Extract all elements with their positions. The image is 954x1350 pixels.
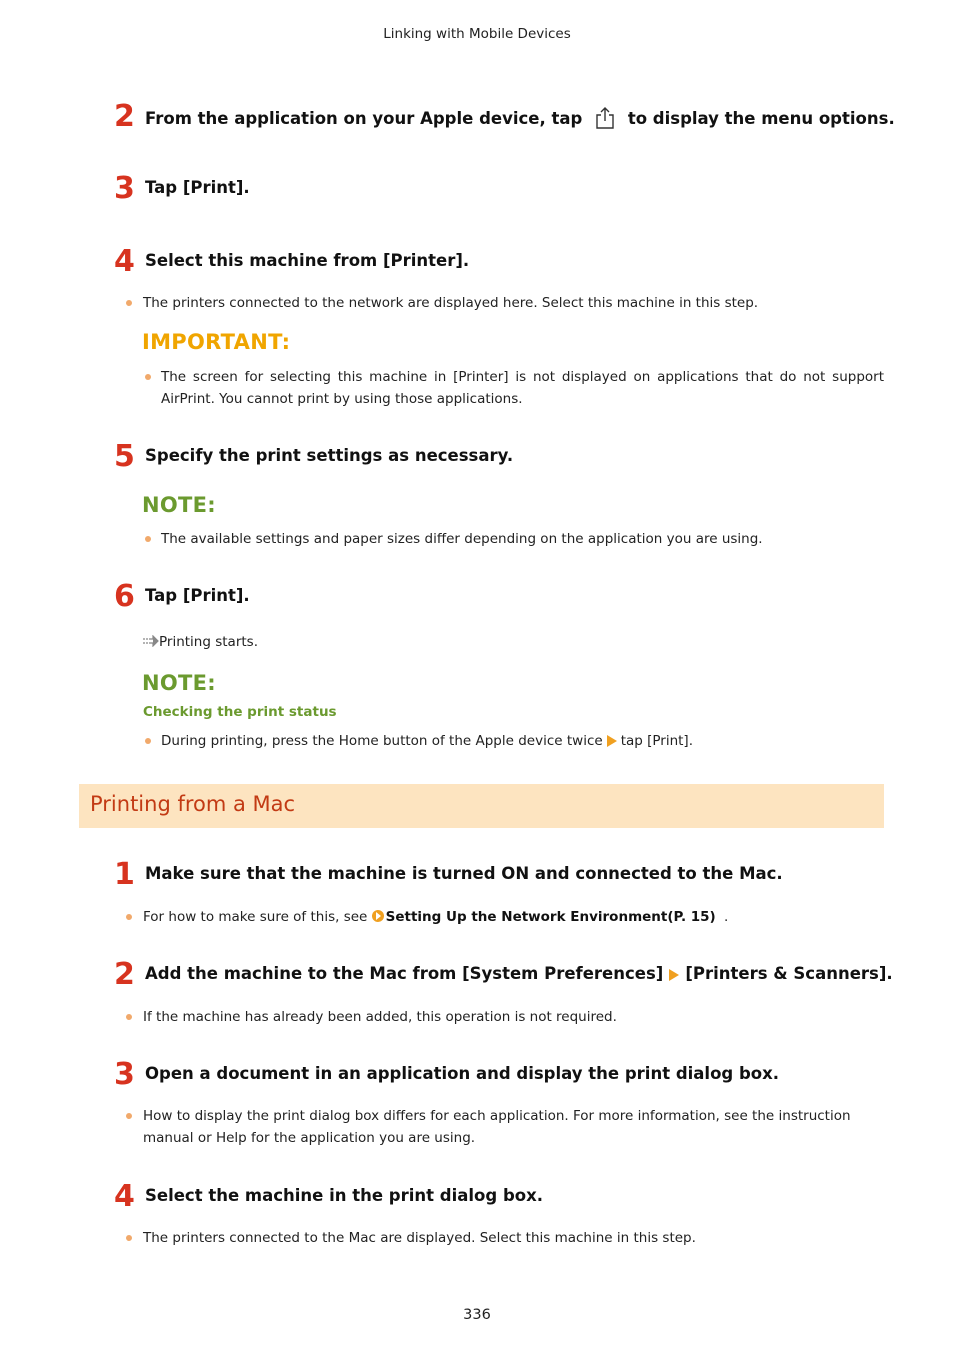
bullet-text: manual or Help for the application you are using. <box>143 1130 476 1146</box>
bullet-icon <box>145 536 151 542</box>
bullet-text-before: During printing, press the Home button of the Apple device twice <box>161 733 603 749</box>
step-number: 2 <box>114 957 134 992</box>
step-instruction: Select the machine in the print dialog box. <box>145 1186 543 1205</box>
running-header: Linking with Mobile Devices <box>383 26 571 42</box>
important-label: IMPORTANT: <box>142 330 291 354</box>
bullet-icon <box>126 1113 132 1119</box>
bullet-text-after: . <box>724 909 729 925</box>
section-heading-bar <box>79 784 884 828</box>
page-number: 336 <box>463 1307 491 1323</box>
bullet-text: The printers connected to the Mac are displayed. Select this machine in this step. <box>143 1230 696 1246</box>
result-arrow-icon <box>143 632 159 644</box>
step-instruction <box>145 963 893 985</box>
step-number: 4 <box>114 1179 134 1214</box>
bullet-icon <box>126 300 132 306</box>
bullet-icon <box>145 374 151 380</box>
step-instruction: Tap [Print]. <box>145 178 250 197</box>
step-number: 3 <box>114 1057 134 1092</box>
bullet-text-after: tap [Print]. <box>620 733 693 749</box>
step-instruction: Make sure that the machine is turned ON and connected to the Mac. <box>145 864 783 883</box>
note-subheading: Checking the print status <box>143 704 337 720</box>
step-instruction <box>145 106 895 136</box>
bullet-text: The printers connected to the network are displayed here. Select this machine in this step. <box>143 295 759 311</box>
step-text-after: [Printers & Scanners]. <box>685 964 893 983</box>
bullet-icon <box>126 914 132 920</box>
step-number: 2 <box>114 99 134 134</box>
step-instruction: Tap [Print]. <box>145 586 250 605</box>
step-text-before: Add the machine to the Mac from [System Preferences] <box>145 964 664 983</box>
step-number: 1 <box>114 857 134 892</box>
step-instruction: Specify the print settings as necessary. <box>145 446 514 465</box>
bullet-text <box>161 730 693 752</box>
note-label: NOTE: <box>142 493 216 517</box>
bullet-text: AirPrint. You cannot print by using those applications. <box>161 391 523 407</box>
result-line <box>143 631 258 653</box>
link-arrow-icon[interactable] <box>372 910 384 922</box>
step-text-before: From the application on your Apple device, tap <box>145 109 583 128</box>
step-number: 3 <box>114 171 134 206</box>
bullet-icon <box>145 738 151 744</box>
bullet-icon <box>126 1014 132 1020</box>
bullet-text <box>143 906 728 928</box>
bullet-text: The available settings and paper sizes differ depending on the application you are using. <box>161 531 763 547</box>
note-label: NOTE: <box>142 671 216 695</box>
step-text-after: to display the menu options. <box>627 109 895 128</box>
step-instruction: Select this machine from [Printer]. <box>145 251 470 270</box>
result-text: Printing starts. <box>159 634 258 650</box>
arrow-right-icon <box>669 969 679 981</box>
share-icon <box>594 106 616 136</box>
step-number: 5 <box>114 439 134 474</box>
arrow-right-icon <box>607 735 617 747</box>
bullet-icon <box>126 1235 132 1241</box>
step-instruction: Open a document in an application and display the print dialog box. <box>145 1064 780 1083</box>
cross-reference-link[interactable]: Setting Up the Network Environment(P. 15) <box>385 909 716 925</box>
bullet-text-before: For how to make sure of this, see <box>143 909 368 925</box>
bullet-text: The screen for selecting this machine in [Printer] is not displayed on applications that do not support <box>161 369 884 385</box>
step-number: 6 <box>114 579 134 614</box>
bullet-text: How to display the print dialog box differs for each application. For more information, see the instruction <box>143 1108 851 1124</box>
section-title: Printing from a Mac <box>90 792 296 816</box>
step-number: 4 <box>114 244 134 279</box>
bullet-text: If the machine has already been added, this operation is not required. <box>143 1009 617 1025</box>
